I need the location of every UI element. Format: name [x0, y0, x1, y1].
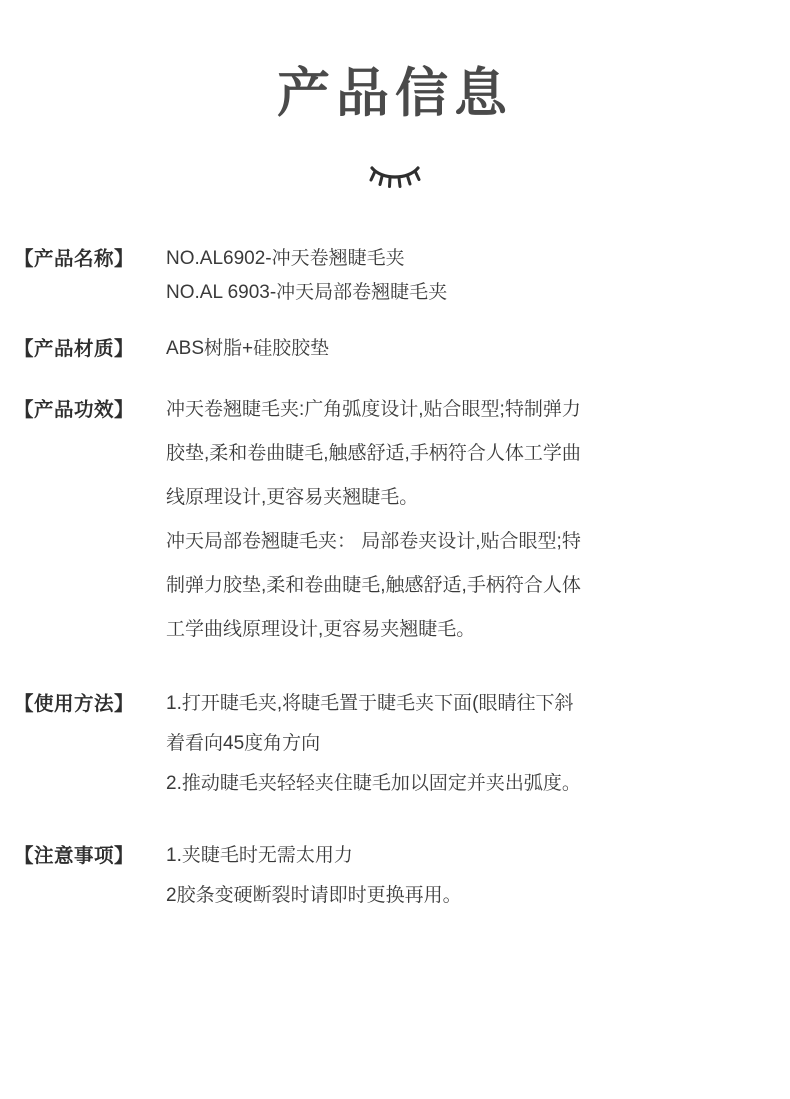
- spec-label: 【使用方法】: [14, 692, 135, 715]
- spec-value-line: 冲天局部卷翘睫毛夹： 局部卷夹设计,贴合眼型;特: [166, 530, 581, 552]
- spec-value-line: 2胶条变硬断裂时请即时更换再用。: [166, 884, 462, 906]
- spec-list: [0, 242, 790, 916]
- spec-label: 【产品材质】: [14, 337, 135, 360]
- spec-value-line: NO.AL6902-冲天卷翘睫毛夹: [166, 247, 405, 269]
- spec-label: 【产品名称】: [14, 247, 135, 270]
- spec-value-line: 着看向45度角方向: [166, 732, 321, 754]
- spec-label: 【产品功效】: [14, 398, 135, 421]
- spec-value: [166, 242, 772, 310]
- spec-value-line: 胶垫,柔和卷曲睫毛,触感舒适,手柄符合人体工学曲: [166, 442, 581, 464]
- spec-label: 【注意事项】: [14, 844, 135, 867]
- spec-row-cautions: [14, 836, 772, 916]
- section-spacer: [14, 826, 772, 836]
- spec-row-material: [14, 332, 772, 366]
- spec-row-usage: [14, 684, 772, 804]
- spec-value: [166, 684, 772, 804]
- page-header: [0, 0, 790, 190]
- spec-value-line: 制弹力胶垫,柔和卷曲睫毛,触感舒适,手柄符合人体: [166, 574, 581, 596]
- page-title: 产品信息: [277, 64, 513, 123]
- spec-value-line: 1.打开睫毛夹,将睫毛置于睫毛夹下面(眼睛往下斜: [166, 692, 574, 714]
- spec-value-line: 工学曲线原理设计,更容易夹翘睫毛。: [166, 618, 476, 640]
- spec-value-line: NO.AL 6903-冲天局部卷翘睫毛夹: [166, 281, 448, 303]
- spec-value: [166, 388, 772, 652]
- spec-value-line: 1.夹睫毛时无需太用力: [166, 844, 353, 866]
- spec-value-line: ABS树脂+硅胶胶垫: [166, 337, 330, 359]
- spec-value-line: 2.推动睫毛夹轻轻夹住睫毛加以固定并夹出弧度。: [166, 772, 581, 794]
- spec-row-product-name: [14, 242, 772, 310]
- eyelash-icon: [0, 156, 790, 190]
- spec-value-line: 线原理设计,更容易夹翘睫毛。: [166, 486, 419, 508]
- spec-value: [166, 332, 772, 366]
- section-spacer: [14, 674, 772, 684]
- spec-value: [166, 836, 772, 916]
- spec-row-features: [14, 388, 772, 652]
- spec-value-line: 冲天卷翘睫毛夹:广角弧度设计,贴合眼型;特制弹力: [166, 398, 581, 420]
